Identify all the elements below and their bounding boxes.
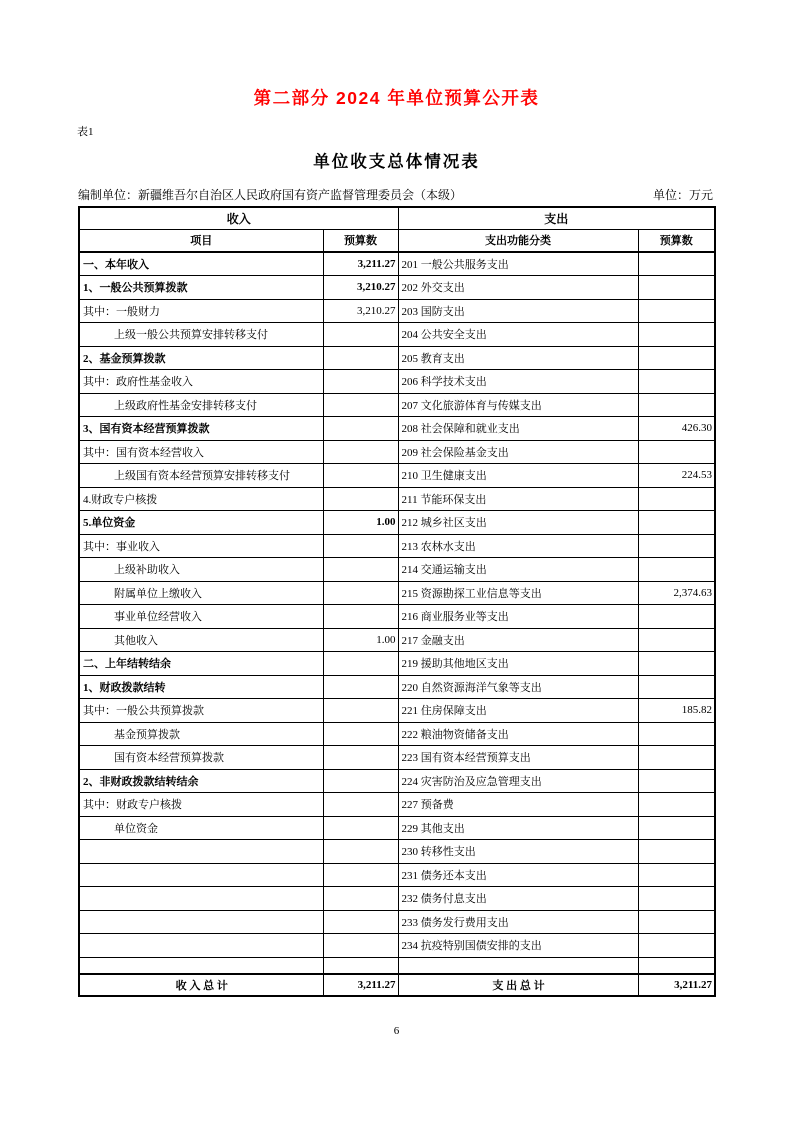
expense-item-cell: 203 国防支出 (398, 299, 638, 323)
income-item-cell (79, 934, 323, 958)
expense-budget-cell (638, 534, 715, 558)
expense-budget-cell (638, 323, 715, 347)
expense-budget-cell: 224.53 (638, 464, 715, 488)
income-item-cell: 一、本年收入 (79, 252, 323, 276)
income-item-cell: 附属单位上缴收入 (79, 581, 323, 605)
expense-item-cell: 207 文化旅游体育与传媒支出 (398, 393, 638, 417)
expense-budget-cell (638, 393, 715, 417)
income-budget-cell (323, 534, 398, 558)
table-row (79, 417, 715, 441)
table-row (79, 511, 715, 535)
income-budget-cell (323, 793, 398, 817)
income-item-cell: 1、财政拨款结转 (79, 675, 323, 699)
income-budget-cell: 1.00 (323, 628, 398, 652)
income-budget-cell (323, 605, 398, 629)
expense-budget-cell (638, 346, 715, 370)
income-total-label: 收 入 总 计 (79, 974, 323, 996)
expense-item-cell: 212 城乡社区支出 (398, 511, 638, 535)
income-item-cell: 其中：一般公共预算拨款 (79, 699, 323, 723)
table-row (79, 393, 715, 417)
expense-item-cell: 217 金融支出 (398, 628, 638, 652)
table-row (79, 323, 715, 347)
expense-item-cell: 229 其他支出 (398, 816, 638, 840)
expense-item-cell: 222 粮油物资储备支出 (398, 722, 638, 746)
expense-item-cell: 223 国有资本经营预算支出 (398, 746, 638, 770)
expense-item-cell: 230 转移性支出 (398, 840, 638, 864)
expense-budget-cell: 426.30 (638, 417, 715, 441)
income-item-cell: 上级政府性基金安排转移支付 (79, 393, 323, 417)
expense-item-cell: 224 灾害防治及应急管理支出 (398, 769, 638, 793)
income-item-cell: 2、非财政拨款结转结余 (79, 769, 323, 793)
expense-budget-cell (638, 558, 715, 582)
budget-table (78, 206, 716, 997)
expense-total-value: 3,211.27 (638, 974, 715, 996)
table-row (79, 887, 715, 911)
table-row (79, 487, 715, 511)
income-budget-cell (323, 840, 398, 864)
document-title: 第二部分 2024 年单位预算公开表 (253, 88, 540, 108)
expense-item-cell: 216 商业服务业等支出 (398, 605, 638, 629)
expense-budget-cell (638, 957, 715, 974)
income-budget-cell (323, 323, 398, 347)
expense-budget-cell (638, 722, 715, 746)
expense-item-cell: 219 援助其他地区支出 (398, 652, 638, 676)
expense-item-cell: 208 社会保障和就业支出 (398, 417, 638, 441)
expense-budget-cell (638, 675, 715, 699)
page-number: 6 (393, 1025, 400, 1037)
income-item-cell (79, 910, 323, 934)
income-item-cell: 2、基金预算拨款 (79, 346, 323, 370)
table-row (79, 464, 715, 488)
expense-budget-cell (638, 652, 715, 676)
income-item-cell: 其中：财政专户核拨 (79, 793, 323, 817)
income-budget-cell (323, 816, 398, 840)
expense-budget-cell (638, 816, 715, 840)
table-row (79, 722, 715, 746)
table-row (79, 675, 715, 699)
table-row (79, 934, 715, 958)
income-budget-cell (323, 910, 398, 934)
expense-budget-cell (638, 746, 715, 770)
income-budget-cell (323, 722, 398, 746)
income-item-cell: 上级补助收入 (79, 558, 323, 582)
table-row (79, 628, 715, 652)
income-budget-cell (323, 746, 398, 770)
income-budget-cell: 3,211.27 (323, 252, 398, 276)
col-header-expense-class: 支出功能分类 (398, 229, 638, 252)
expense-item-cell: 214 交通运输支出 (398, 558, 638, 582)
table-row (79, 370, 715, 394)
total-row (79, 974, 715, 996)
expense-item-cell: 232 债务付息支出 (398, 887, 638, 911)
income-budget-cell (323, 769, 398, 793)
income-item-cell (79, 840, 323, 864)
expense-item-cell: 211 节能环保支出 (398, 487, 638, 511)
income-budget-cell (323, 581, 398, 605)
table-row (79, 440, 715, 464)
expense-item-cell: 210 卫生健康支出 (398, 464, 638, 488)
expense-budget-cell (638, 887, 715, 911)
expense-budget-cell (638, 440, 715, 464)
expense-item-cell: 202 外交支出 (398, 276, 638, 300)
meta-row (78, 186, 713, 203)
income-item-cell: 3、国有资本经营预算拨款 (79, 417, 323, 441)
table-row (79, 746, 715, 770)
expense-item-cell: 201 一般公共服务支出 (398, 252, 638, 276)
income-item-cell: 其他收入 (79, 628, 323, 652)
expense-total-label: 支 出 总 计 (398, 974, 638, 996)
income-item-cell: 上级一般公共预算安排转移支付 (79, 323, 323, 347)
expense-section-header: 支出 (398, 207, 715, 229)
table-title: 单位收支总体情况表 (313, 153, 480, 171)
expense-budget-cell (638, 793, 715, 817)
income-item-cell: 1、一般公共预算拨款 (79, 276, 323, 300)
income-budget-cell (323, 934, 398, 958)
income-budget-cell (323, 887, 398, 911)
income-budget-cell: 3,210.27 (323, 276, 398, 300)
income-item-cell (79, 887, 323, 911)
income-item-cell: 上级国有资本经营预算安排转移支付 (79, 464, 323, 488)
income-item-cell: 5.单位资金 (79, 511, 323, 535)
col-header-item: 项目 (79, 229, 323, 252)
table-row (79, 605, 715, 629)
income-budget-cell (323, 417, 398, 441)
expense-item-cell: 206 科学技术支出 (398, 370, 638, 394)
expense-budget-cell (638, 863, 715, 887)
expense-budget-cell (638, 299, 715, 323)
table-body (79, 252, 715, 974)
expense-item-cell: 204 公共安全支出 (398, 323, 638, 347)
table-row (79, 534, 715, 558)
income-budget-cell (323, 957, 398, 974)
table-row (79, 558, 715, 582)
income-budget-cell (323, 346, 398, 370)
expense-budget-cell (638, 487, 715, 511)
expense-item-cell: 233 债务发行费用支出 (398, 910, 638, 934)
income-item-cell: 国有资本经营预算拨款 (79, 746, 323, 770)
expense-budget-cell (638, 628, 715, 652)
income-total-value: 3,211.27 (323, 974, 398, 996)
unit-note-label: 单位：万元 (652, 188, 713, 202)
expense-budget-cell: 185.82 (638, 699, 715, 723)
col-header-income-budget: 预算数 (323, 229, 398, 252)
income-budget-cell (323, 675, 398, 699)
income-budget-cell (323, 440, 398, 464)
expense-item-cell: 220 自然资源海洋气象等支出 (398, 675, 638, 699)
expense-budget-cell (638, 511, 715, 535)
income-budget-cell: 3,210.27 (323, 299, 398, 323)
table-row (79, 816, 715, 840)
table-number-label: 表1 (77, 126, 94, 138)
income-item-cell: 4.财政专户核拨 (79, 487, 323, 511)
income-section-header: 收入 (79, 207, 398, 229)
table-row (79, 346, 715, 370)
expense-budget-cell (638, 252, 715, 276)
table-row (79, 581, 715, 605)
prepared-by-label: 编制单位：新疆维吾尔自治区人民政府国有资产监督管理委员会（本级） (78, 188, 463, 202)
income-budget-cell (323, 464, 398, 488)
income-budget-cell (323, 558, 398, 582)
table-row (79, 910, 715, 934)
section-header-row (79, 207, 715, 229)
income-budget-cell (323, 393, 398, 417)
income-item-cell: 事业单位经营收入 (79, 605, 323, 629)
income-item-cell: 单位资金 (79, 816, 323, 840)
table-row (79, 863, 715, 887)
table-row (79, 769, 715, 793)
income-item-cell: 其中：事业收入 (79, 534, 323, 558)
expense-budget-cell (638, 910, 715, 934)
col-header-expense-budget: 预算数 (638, 229, 715, 252)
income-item-cell: 其中：国有资本经营收入 (79, 440, 323, 464)
income-budget-cell (323, 652, 398, 676)
table-row (79, 699, 715, 723)
table-row (79, 252, 715, 276)
income-budget-cell (323, 487, 398, 511)
income-budget-cell (323, 699, 398, 723)
expense-item-cell (398, 957, 638, 974)
expense-item-cell: 234 抗疫特别国债安排的支出 (398, 934, 638, 958)
income-item-cell: 二、上年结转结余 (79, 652, 323, 676)
table-row (79, 957, 715, 974)
expense-item-cell: 215 资源勘探工业信息等支出 (398, 581, 638, 605)
expense-item-cell: 227 预备费 (398, 793, 638, 817)
expense-item-cell: 213 农林水支出 (398, 534, 638, 558)
income-item-cell (79, 863, 323, 887)
income-item-cell (79, 957, 323, 974)
expense-budget-cell (638, 605, 715, 629)
column-header-row (79, 229, 715, 252)
expense-item-cell: 205 教育支出 (398, 346, 638, 370)
income-budget-cell (323, 370, 398, 394)
expense-item-cell: 209 社会保险基金支出 (398, 440, 638, 464)
income-item-cell: 其中：一般财力 (79, 299, 323, 323)
table-row (79, 793, 715, 817)
table-row (79, 840, 715, 864)
table-row (79, 299, 715, 323)
expense-budget-cell (638, 840, 715, 864)
income-item-cell: 其中：政府性基金收入 (79, 370, 323, 394)
expense-budget-cell: 2,374.63 (638, 581, 715, 605)
table-row (79, 276, 715, 300)
income-budget-cell (323, 863, 398, 887)
income-item-cell: 基金预算拨款 (79, 722, 323, 746)
expense-item-cell: 231 债务还本支出 (398, 863, 638, 887)
income-budget-cell: 1.00 (323, 511, 398, 535)
expense-budget-cell (638, 276, 715, 300)
table-row (79, 652, 715, 676)
expense-budget-cell (638, 934, 715, 958)
expense-budget-cell (638, 769, 715, 793)
expense-budget-cell (638, 370, 715, 394)
expense-item-cell: 221 住房保障支出 (398, 699, 638, 723)
